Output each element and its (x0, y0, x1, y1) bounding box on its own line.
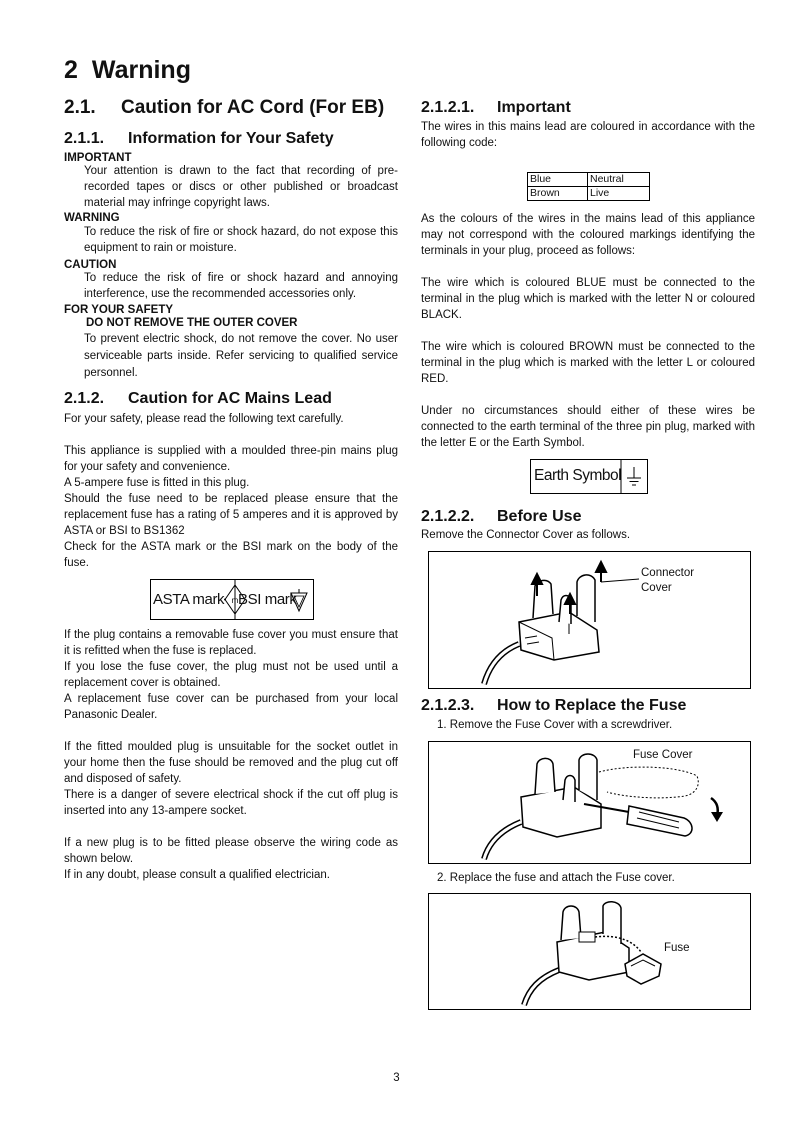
mains-p1: This appliance is supplied with a moulded three-pin mains plug for your safety and convenience. (64, 445, 398, 473)
earth-symbol-label: Earth Symbol (534, 467, 622, 484)
section-2-1-heading (64, 97, 384, 119)
important-p3: The wire which is coloured BLUE must be connected to the terminal in the plug which is marked with the letter N or coloured BLACK. (421, 277, 755, 321)
section-2-1-2-3-heading (421, 697, 686, 715)
mains-p4: Check for the ASTA mark or the BSI mark on the body of the fuse. (64, 541, 398, 569)
section-title: Caution for AC Mains Lead (128, 390, 332, 407)
screwdriver-fuse-cover-illustration (429, 742, 750, 863)
caution-text: To reduce the risk of fire or shock hazard and annoying interference, use the recommended accessories only. (84, 272, 398, 300)
chapter-number: 2 (64, 56, 78, 84)
connector-cover-figure (428, 551, 751, 689)
section-number: 2.1.2.1. (421, 99, 475, 116)
svg-text:m: m (231, 596, 239, 605)
fuse-insert-figure (428, 893, 751, 1010)
replace-step-2: 2. Replace the fuse and attach the Fuse cover. (437, 872, 675, 884)
mains-p10: If a new plug is to be fitted please observe the wiring code as shown below. (64, 837, 398, 865)
mains-p5: If the plug contains a removable fuse cover you must ensure that it is refitted when the fuse is replaced. (64, 629, 398, 657)
warning-label: WARNING (64, 212, 120, 224)
mains-p9: There is a danger of severe electrical shock if the cut off plug is inserted into any 13-ampere socket. (64, 789, 398, 817)
important-p1: The wires in this mains lead are coloured in accordance with the following code: (421, 121, 755, 149)
section-number: 2.1.2. (64, 390, 105, 407)
section-title: Information for Your Safety (128, 130, 334, 147)
section-2-1-2-2-heading (421, 508, 581, 526)
bsi-mark-label: BSI mark (238, 591, 297, 608)
important-p4: The wire which is coloured BROWN must be connected to the terminal in the plug which is marked with the letter L or coloured RED. (421, 341, 755, 385)
section-number: 2.1.1. (64, 130, 105, 147)
earth-ground-icon (531, 460, 647, 493)
mains-p2: A 5-ampere fuse is fitted in this plug. (64, 477, 250, 489)
table-row (528, 173, 650, 187)
important-p5: Under no circumstances should either of these wires be connected to the earth terminal of the three pin plug, marked with the letter E or the Earth Symbol. (421, 405, 755, 449)
important-p2: As the colours of the wires in the mains lead of this appliance may not correspond with the coloured markings identifying the terminals in your plug, proceed as follows: (421, 213, 755, 257)
section-title: Caution for AC Cord (For EB) (121, 97, 385, 118)
chapter-title-text: Warning (91, 56, 191, 84)
earth-symbol-box (530, 459, 648, 494)
mains-p7: A replacement fuse cover can be purchased from your local Panasonic Dealer. (64, 693, 398, 721)
before-use-text: Remove the Connector Cover as follows. (421, 529, 631, 541)
fuse-replacement-illustration (429, 894, 750, 1009)
section-number: 2.1.2.2. (421, 508, 475, 525)
important-text: Your attention is drawn to the fact that recording of pre-recorded tapes or discs or other published or broadcast material may infringe copyright laws. (84, 165, 398, 209)
chapter-title (64, 56, 191, 85)
safety-subheading: DO NOT REMOVE THE OUTER COVER (86, 317, 298, 329)
page-number: 3 (393, 1072, 400, 1084)
mains-p8: If the fitted moulded plug is unsuitable for the socket outlet in your home then the fuse should be removed and the plug cut off and disposed of safety. (64, 741, 398, 785)
section-2-1-2-1-heading (421, 99, 571, 117)
table-cell: Brown (528, 187, 588, 201)
section-2-1-2-heading (64, 390, 332, 408)
section-number: 2.1. (64, 97, 96, 118)
table-cell: Blue (528, 173, 588, 187)
connector-cover-callout-line2: Cover (641, 582, 672, 594)
section-number: 2.1.2.3. (421, 697, 475, 714)
wire-colour-table (527, 172, 650, 201)
important-label: IMPORTANT (64, 152, 132, 164)
fuse-callout: Fuse (664, 942, 690, 954)
safety-text: To prevent electric shock, do not remove the cover. No user serviceable parts inside. Refer servicing to qualified service personnel. (84, 333, 398, 379)
table-cell: Neutral (588, 173, 650, 187)
asta-mark-label: ASTA mark (153, 591, 225, 608)
mains-intro: For your safety, please read the following text carefully. (64, 413, 344, 425)
fuse-cover-callout: Fuse Cover (633, 749, 693, 761)
section-title: Important (497, 99, 571, 116)
safety-label: FOR YOUR SAFETY (64, 304, 174, 316)
section-2-1-1-heading (64, 130, 334, 148)
mains-p6: If you lose the fuse cover, the plug must not be used until a replacement cover is obtained. (64, 661, 398, 689)
table-cell: Live (588, 187, 650, 201)
connector-cover-callout-line1: Connector (641, 567, 695, 579)
asta-bsi-mark-box (150, 579, 314, 620)
mains-p11: If in any doubt, please consult a qualified electrician. (64, 869, 330, 881)
plug-connector-cover-illustration (429, 552, 750, 688)
fuse-cover-figure (428, 741, 751, 864)
replace-step-1: 1. Remove the Fuse Cover with a screwdriver. (437, 719, 673, 731)
warning-text: To reduce the risk of fire or shock hazard, do not expose this equipment to rain or moisture. (84, 226, 398, 254)
section-title: Before Use (497, 508, 582, 525)
section-title: How to Replace the Fuse (497, 697, 687, 714)
mains-p3: Should the fuse need to be replaced please ensure that the replacement fuse has a rating of 5 amperes and it is approved by ASTA or BSI to BS1362 (64, 493, 398, 537)
table-row (528, 187, 650, 201)
caution-label: CAUTION (64, 259, 117, 271)
